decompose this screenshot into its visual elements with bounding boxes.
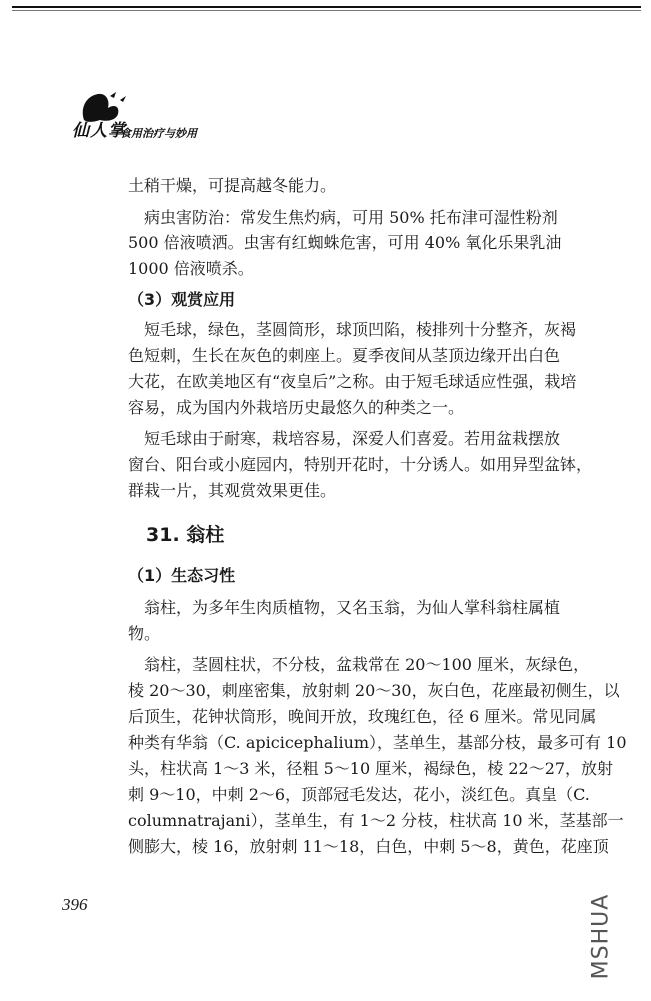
body-line: 头，柱状高 1～3 米，径粗 5～10 厘米，褐绿色，棱 22～27，放射 [128,759,614,778]
body-line: 种类有华翁（C. apicicephalium），茎单生，基部分枝，最多可有 10 [128,733,627,752]
body-line: 短毛球由于耐寒，栽培容易，深爱人们喜爱。若用盆栽摆放 [128,429,561,448]
subsection-heading: （1）生态习性 [128,566,236,585]
body-line: 刺 9～10，中刺 2～6，顶部冠毛发达，花小，淡红色。真皇（C. [128,785,590,804]
book-logo [70,90,310,150]
body-line: 翁柱，茎圆柱状，不分枝，盆栽常在 20～100 厘米，灰绿色， [128,655,590,674]
body-line: 物。 [128,624,161,643]
logo-subtitle: 食用治疗与妙用 [120,127,197,140]
header-rule-thin [12,10,641,11]
body-line: 大花，在欧美地区有“夜皇后”之称。由于短毛球适应性强，栽培 [128,372,577,391]
section-title: 31. 翁柱 [146,524,225,546]
body-line: 侧膨大，棱 16，放射刺 11～18，白色，中刺 5～8，黄色，花座顶 [128,837,609,856]
body-line: 短毛球，绿色，茎圆筒形，球顶凹陷，棱排列十分整齐，灰褐 [128,320,577,339]
body-line: columnatrajani），茎单生，有 1～2 分枝，柱状高 10 米，茎基部一 [128,811,624,830]
logo-title: 仙人掌 [72,121,126,141]
body-line: 病虫害防治：常发生焦灼病，可用 50% 托布津可湿性粉剂 [128,208,558,227]
body-line: 色短刺，生长在灰色的刺座上。夏季夜间从茎顶边缘开出白色 [128,346,561,365]
body-line: 1000 倍液喷杀。 [128,259,254,278]
body-line: 土稍干燥，可提高越冬能力。 [128,176,337,195]
header-rule [12,6,641,8]
page-number: 396 [62,895,88,914]
body-line: 容易，成为国内外栽培历史最悠久的种类之一。 [128,398,465,417]
watermark-text: MSHUA [588,893,614,980]
body-line: 后顶生，花钟状筒形，晚间开放，玫瑰红色，径 6 厘米。常见同属 [128,707,597,726]
body-line: 翁柱，为多年生肉质植物，又名玉翁，为仙人掌科翁柱属植 [128,598,561,617]
subsection-heading: （3）观赏应用 [128,290,236,309]
body-line: 群栽一片，其观赏效果更佳。 [128,481,337,500]
body-line: 棱 20～30，刺座密集，放射刺 20～30，灰白色，花座最初侧生，以 [128,681,620,700]
body-line: 窗台、阳台或小庭园内，特别开花时，十分诱人。如用异型盆钵， [128,455,593,474]
watermark [588,870,651,1000]
body-line: 500 倍液喷洒。虫害有红蜘蛛危害，可用 40% 氧化乐果乳油 [128,233,562,252]
